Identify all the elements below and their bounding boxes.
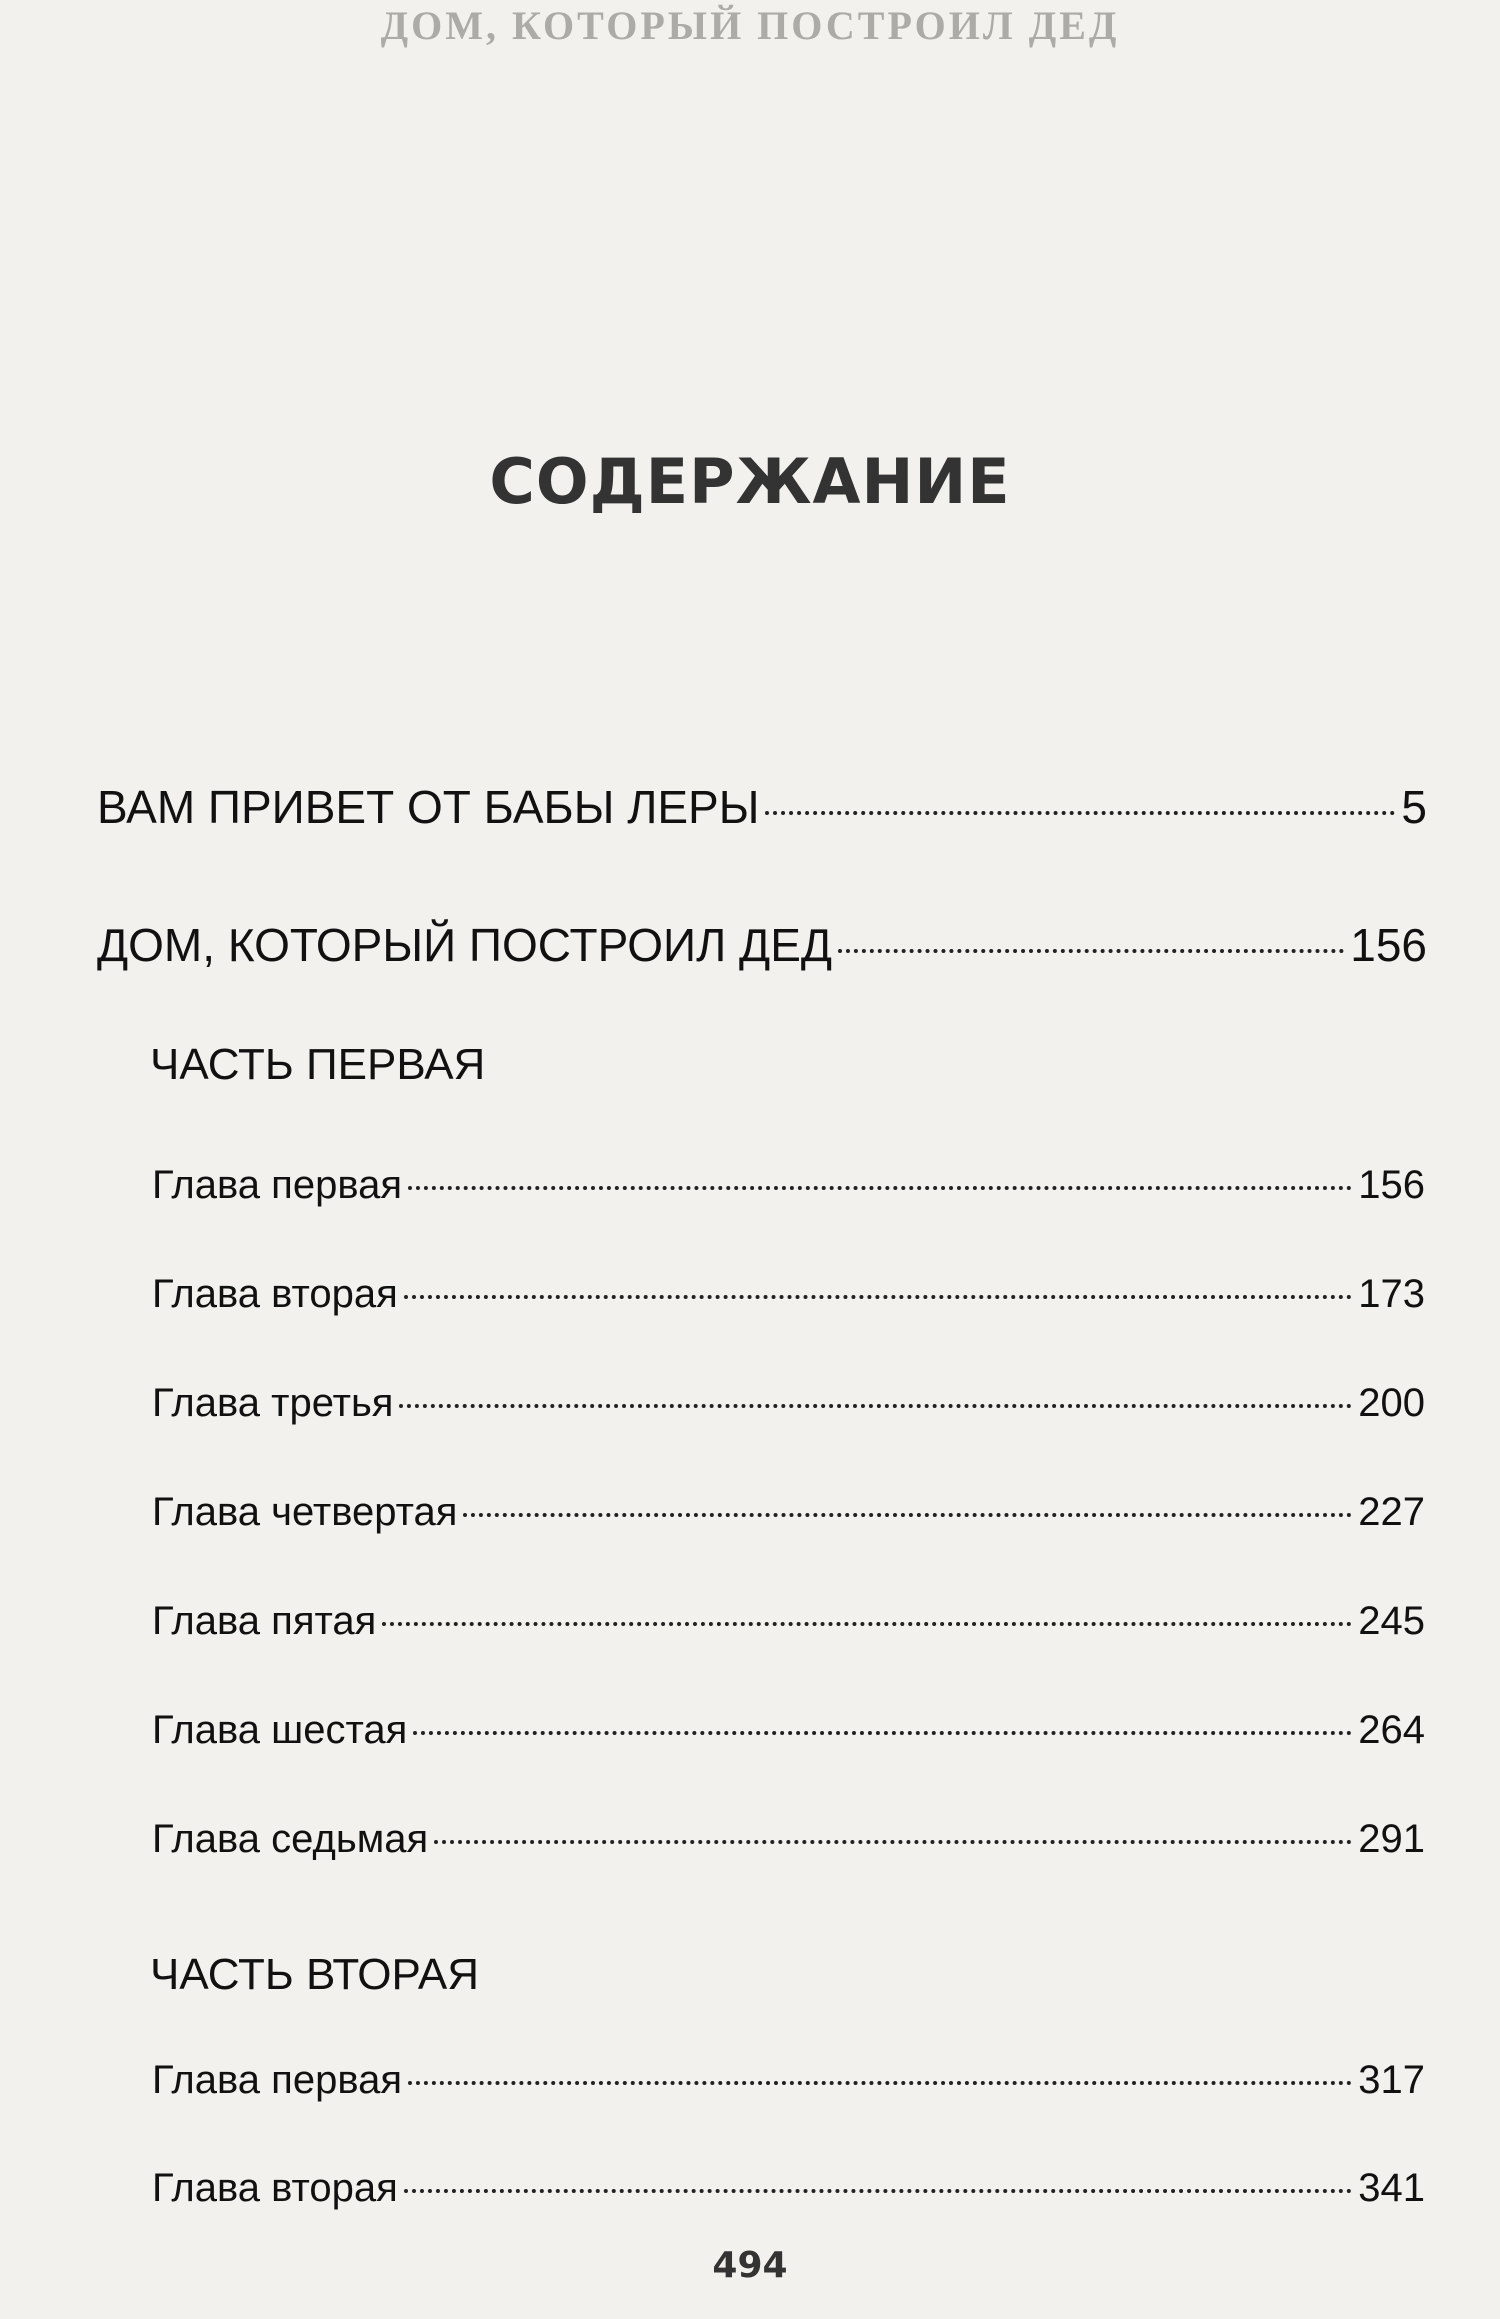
- dot-leader: [404, 2189, 1352, 2193]
- chapter-label: Глава вторая: [152, 1272, 398, 1316]
- dot-leader: [434, 1840, 1352, 1844]
- chapter-page: 200: [1358, 1381, 1425, 1425]
- toc-chapter: [152, 1708, 1425, 1753]
- chapter-page: 245: [1358, 1599, 1425, 1643]
- page-number: 494: [712, 2245, 788, 2286]
- toc-chapter: [152, 1817, 1425, 1862]
- dot-leader: [404, 1295, 1352, 1299]
- dot-leader: [413, 1731, 1352, 1735]
- chapter-label: Глава первая: [152, 1163, 403, 1207]
- part-heading: ЧАСТЬ ВТОРАЯ: [150, 1950, 480, 1999]
- toc-chapter: [152, 2166, 1425, 2211]
- toc-entry-label: ДОМ, КОТОРЫЙ ПОСТРОИЛ ДЕД: [97, 919, 833, 971]
- chapter-page: 317: [1358, 2058, 1425, 2102]
- chapter-label: Глава первая: [152, 2058, 403, 2102]
- toc-chapter: [152, 1272, 1425, 1317]
- chapter-page: 291: [1358, 1817, 1425, 1861]
- toc-entry: [97, 780, 1427, 834]
- toc-chapter: [152, 1599, 1425, 1644]
- chapter-page: 341: [1358, 2166, 1425, 2210]
- toc-entry: [97, 918, 1427, 972]
- chapter-label: Глава пятая: [152, 1599, 377, 1643]
- toc-entry-page: 5: [1401, 781, 1427, 833]
- show-through-text: [90, 80, 1420, 136]
- dot-leader: [765, 811, 1395, 815]
- chapter-page: 264: [1358, 1708, 1425, 1752]
- chapter-label: Глава третья: [152, 1381, 394, 1425]
- chapter-label: Глава седьмая: [152, 1817, 429, 1861]
- toc-chapter: [152, 1490, 1425, 1535]
- chapter-page: 227: [1358, 1490, 1425, 1534]
- chapter-page: 156: [1358, 1163, 1425, 1207]
- chapter-label: Глава вторая: [152, 2166, 398, 2210]
- toc-chapter: [152, 1381, 1425, 1426]
- chapter-label: Глава шестая: [152, 1708, 408, 1752]
- dot-leader: [838, 949, 1344, 953]
- toc-chapter: [152, 2058, 1425, 2103]
- toc-entry-label: ВАМ ПРИВЕТ ОТ БАБЫ ЛЕРЫ: [97, 781, 760, 833]
- dot-leader: [463, 1513, 1352, 1517]
- dot-leader: [408, 2081, 1352, 2085]
- chapter-page: 173: [1358, 1272, 1425, 1316]
- toc-entry-page: 156: [1350, 919, 1427, 971]
- dot-leader: [408, 1186, 1352, 1190]
- toc-chapter: [152, 1163, 1425, 1208]
- chapter-label: Глава четвертая: [152, 1490, 458, 1534]
- page-title: СОДЕРЖАНИЕ: [489, 445, 1011, 518]
- running-head: ДОМ, КОТОРЫЙ ПОСТРОИЛ ДЕД: [380, 3, 1120, 48]
- dot-leader: [382, 1622, 1352, 1626]
- dot-leader: [399, 1404, 1352, 1408]
- part-heading: ЧАСТЬ ПЕРВАЯ: [150, 1040, 486, 1089]
